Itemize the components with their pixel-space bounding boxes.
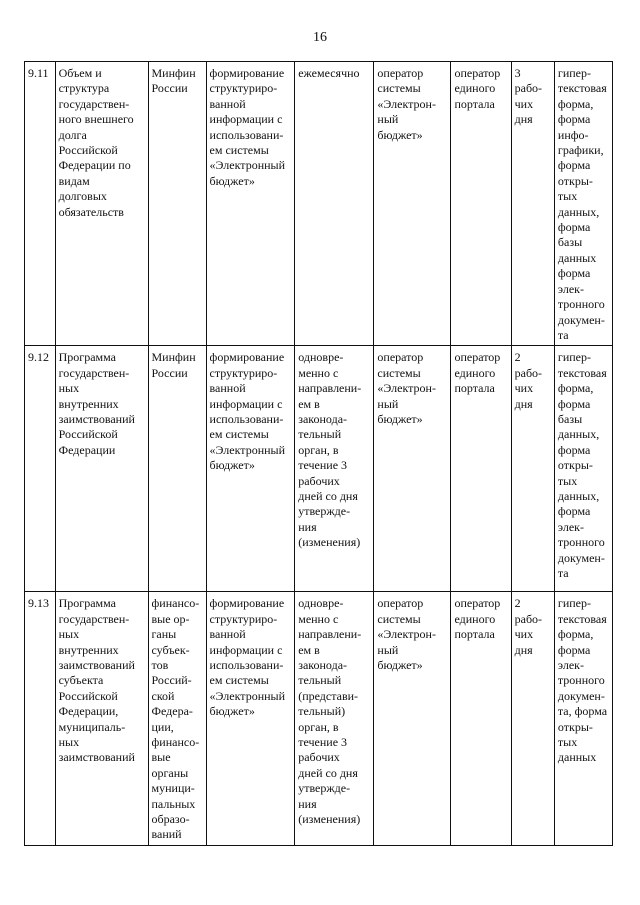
publisher-cell: оператор единого портала — [451, 62, 511, 346]
periodicity-cell: одновре- менно с направлени- ем в законода- тельный (представи- тельный) орган, в течение 3 рабочих дней со дня утвержде- ния (изменения) — [295, 592, 374, 846]
periodicity-cell: одновре- менно с направлени- ем в законода- тельный орган, в течение 3 рабочих дней со дня утвержде- ния (изменения) — [295, 346, 374, 592]
format-cell: гипер- текстовая форма, форма базы данных, форма откры- тых данных, форма элек- тронного докумен- та — [554, 346, 612, 592]
formation-method-cell: формирование структуриро- ванной информации с использовани- ем системы «Электронный бюджет» — [206, 62, 295, 346]
format-cell: гипер- текстовая форма, форма элек- тронного докумен- та, форма откры- тых данных — [554, 592, 612, 846]
dataset-name-cell: Программа государствен- ных внутренних заимствований Российской Федерации — [55, 346, 148, 592]
publisher-cell: оператор единого портала — [451, 346, 511, 592]
row-number-cell: 9.13 — [25, 592, 56, 846]
provider-cell: оператор системы «Электрон- ный бюджет» — [374, 592, 451, 846]
provider-cell: оператор системы «Электрон- ный бюджет» — [374, 346, 451, 592]
format-cell: гипер- текстовая форма, форма инфо- графики, форма откры- тых данных, форма базы данных форма элек- тронного докумен- та — [554, 62, 612, 346]
table-row — [25, 592, 613, 846]
responsible-org-cell: Минфин России — [148, 62, 206, 346]
periodicity-cell: ежемесячно — [295, 62, 374, 346]
row-number-cell: 9.11 — [25, 62, 56, 346]
provider-cell: оператор системы «Электрон- ный бюджет» — [374, 62, 451, 346]
dataset-name-cell: Программа государствен- ных внутренних заимствований субъекта Российской Федерации, муниципаль- ных заимствований — [55, 592, 148, 846]
term-cell: 2 рабо- чих дня — [511, 592, 554, 846]
term-cell: 2 рабо- чих дня — [511, 346, 554, 592]
publisher-cell: оператор единого портала — [451, 592, 511, 846]
responsible-org-cell: Минфин России — [148, 346, 206, 592]
formation-method-cell: формирование структуриро- ванной информации с использовани- ем системы «Электронный бюджет» — [206, 346, 295, 592]
responsible-org-cell: финансо- вые ор- ганы субъек- тов Россий- ской Федера- ции, финансо- вые органы муници- пальных образо- ваний — [148, 592, 206, 846]
row-number-cell: 9.12 — [25, 346, 56, 592]
formation-method-cell: формирование структуриро- ванной информации с использовани- ем системы «Электронный бюджет» — [206, 592, 295, 846]
term-cell: 3 рабо- чих дня — [511, 62, 554, 346]
dataset-name-cell: Объем и структура государствен- ного внешнего долга Российской Федерации по видам долговых обязательств — [55, 62, 148, 346]
data-disclosure-table — [24, 61, 613, 846]
page-number: 16 — [313, 30, 327, 45]
table-row — [25, 346, 613, 592]
table-row — [25, 62, 613, 346]
